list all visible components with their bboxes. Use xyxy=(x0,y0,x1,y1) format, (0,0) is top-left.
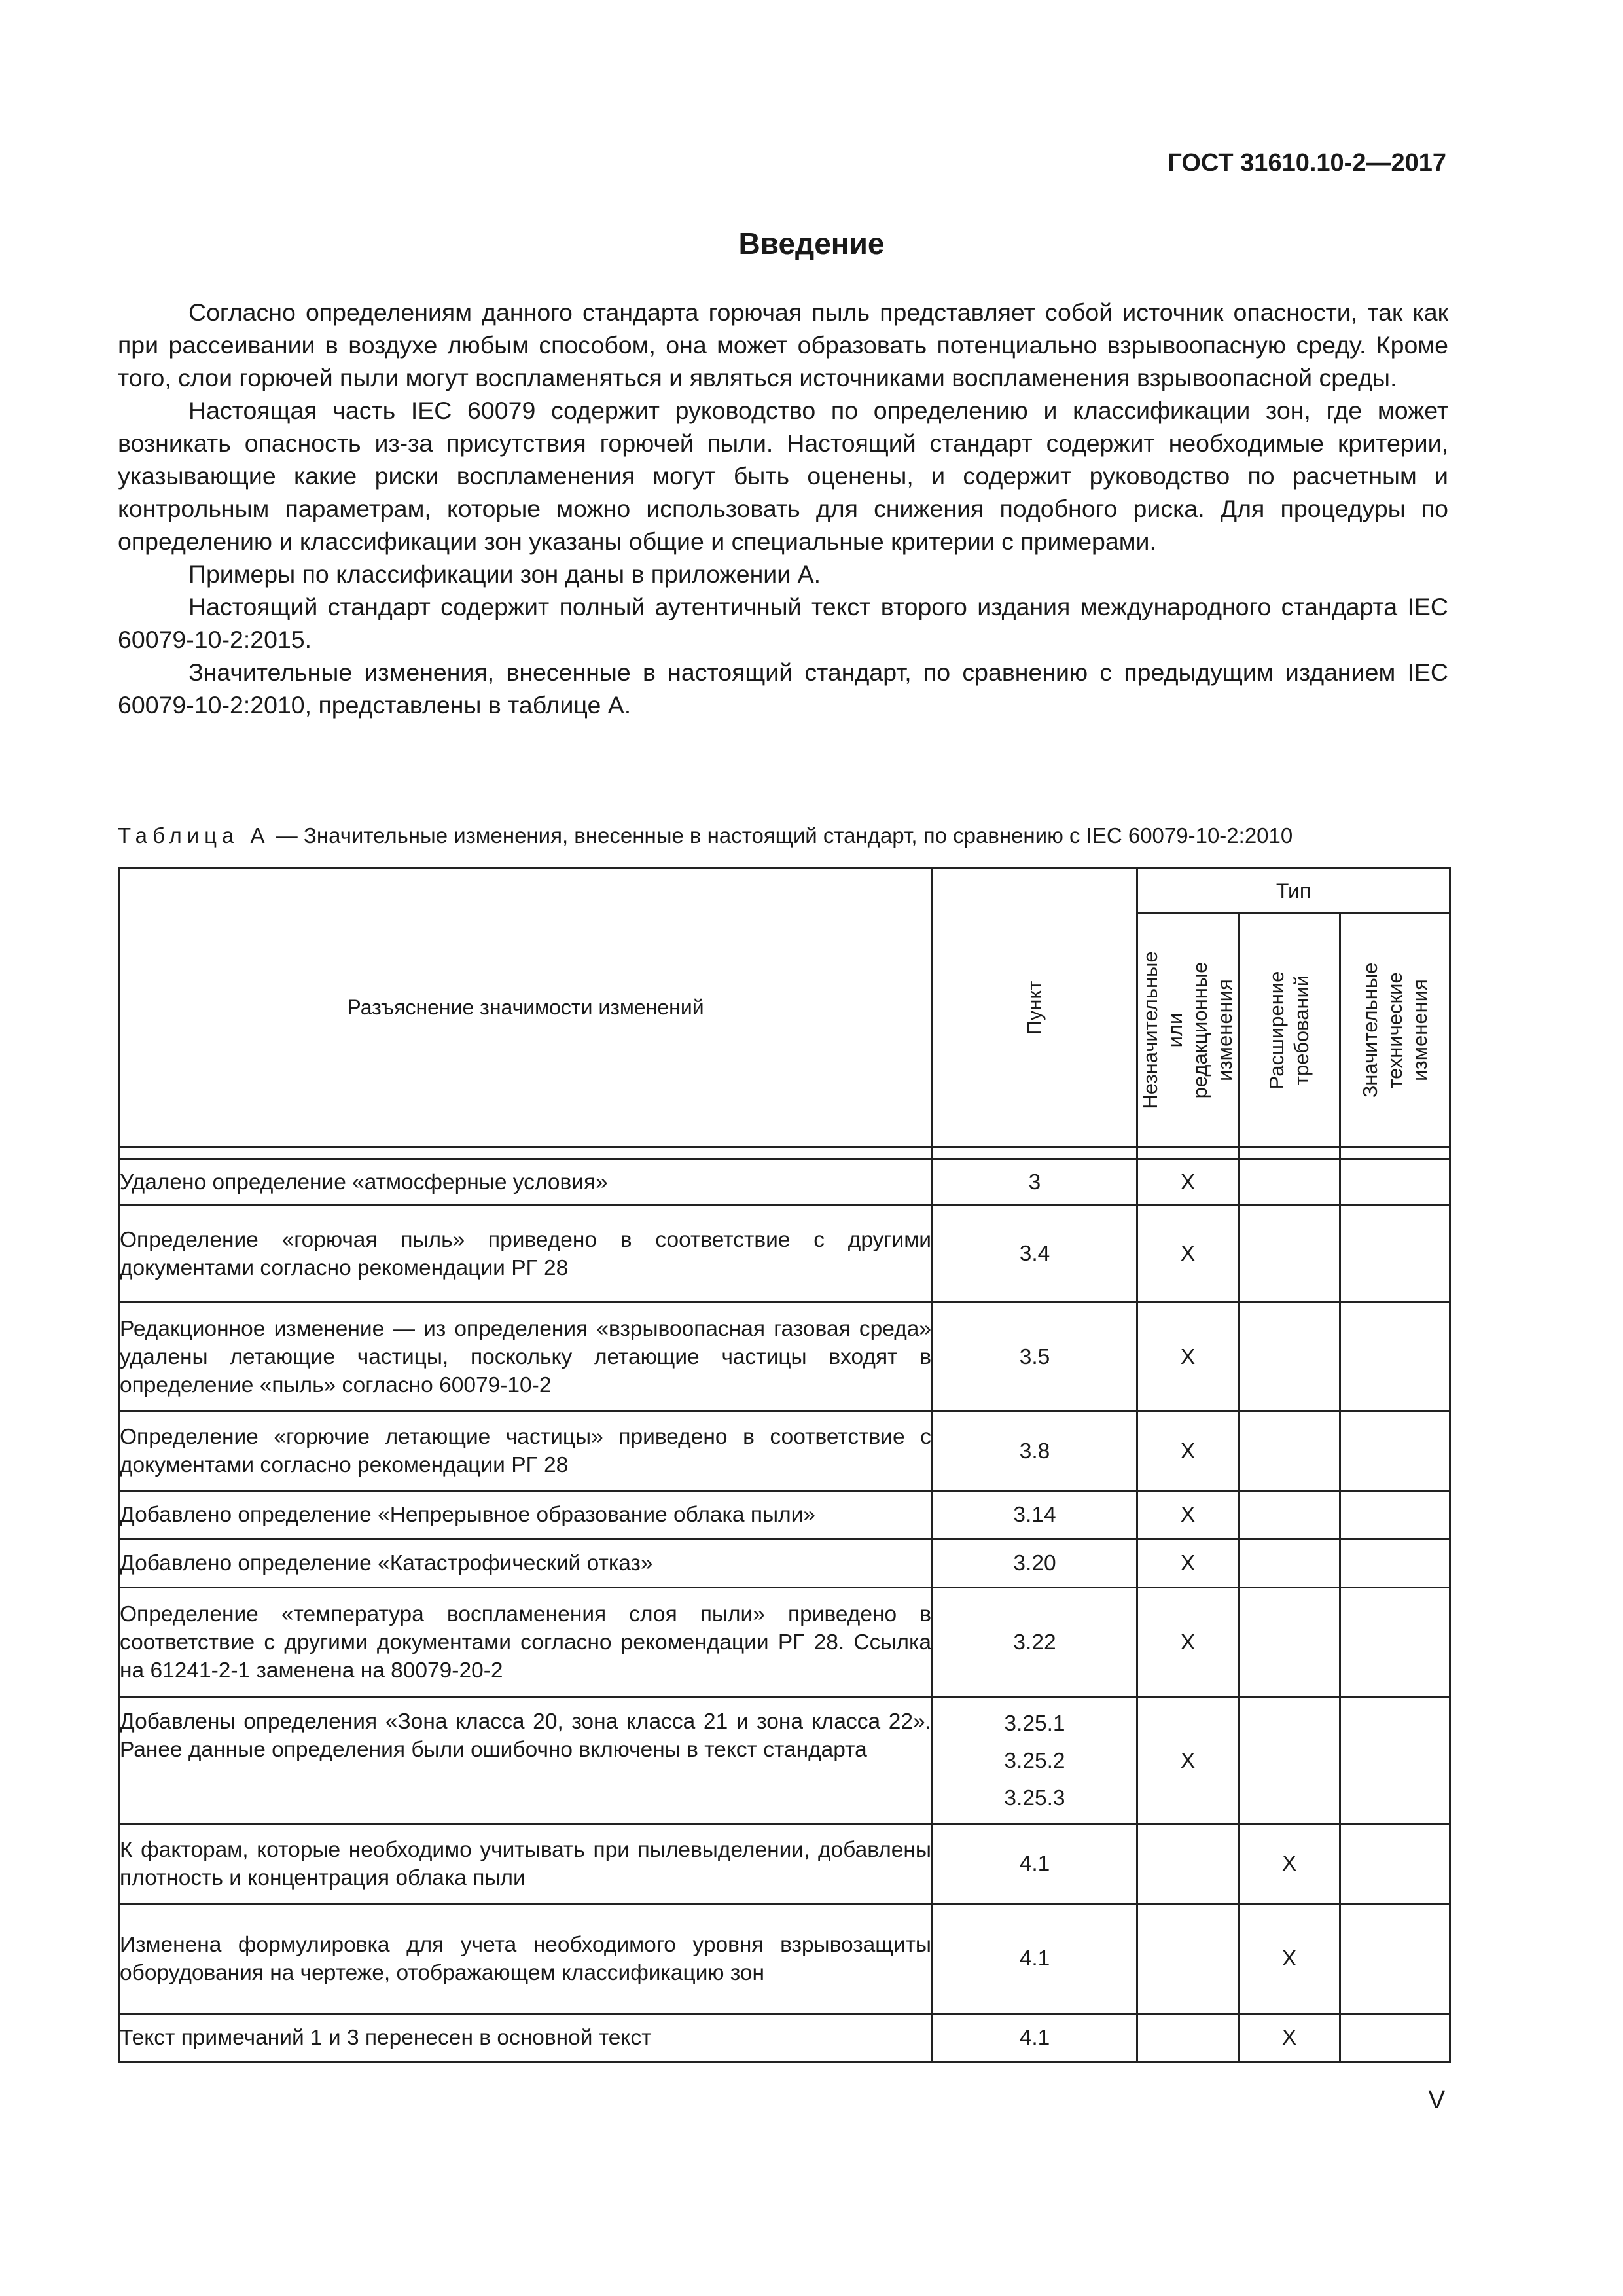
row-description: Текст примечаний 1 и 3 перенесен в основной текст xyxy=(119,2014,933,2062)
row-clause: 3.22 xyxy=(933,1588,1137,1698)
paragraph: Согласно определениям данного стандарта горючая пыль представляет собой источник опасности, так как при рассеивании в воздухе любым способом, она может образовать потенциально взрывоопасную среду. Кроме того, слои горючей пыли могут воспламеняться и являться источниками воспламенения взрывоопасной среды. xyxy=(118,298,1448,391)
row-clause: 3.4 xyxy=(933,1206,1137,1302)
row-major-mark xyxy=(1340,1206,1450,1302)
header-type: Тип xyxy=(1137,869,1450,914)
row-description: Добавлено определение «Непрерывное образование облака пыли» xyxy=(119,1491,933,1539)
row-clause: 4.1 xyxy=(933,2014,1137,2062)
header-type-extension-cell xyxy=(1239,914,1340,1147)
table-caption-label: Таблица А xyxy=(118,823,270,848)
table-row xyxy=(119,1491,1450,1539)
row-clause-line: 3.25.2 xyxy=(1004,1748,1065,1773)
row-minor-mark xyxy=(1137,2014,1239,2062)
row-extension-mark xyxy=(1239,1206,1340,1302)
header-explanation: Разъяснение значимости изменений xyxy=(119,869,933,1147)
paragraph: Настоящий стандарт содержит полный аутентичный текст второго издания международного стандарта IEC 60079-10-2:2015. xyxy=(118,593,1448,653)
row-extension-mark xyxy=(1239,1160,1340,1206)
row-major-mark xyxy=(1340,1160,1450,1206)
row-extension-mark: X xyxy=(1239,1904,1340,2014)
row-description: Определение «горючая пыль» приведено в соответствие с другими документами согласно рекомендации РГ 28 xyxy=(119,1206,933,1302)
row-major-mark xyxy=(1340,1588,1450,1698)
row-minor-mark: X xyxy=(1137,1412,1239,1491)
row-minor-mark xyxy=(1137,1824,1239,1904)
introduction-text xyxy=(118,296,1448,721)
row-clause: 3.20 xyxy=(933,1539,1137,1588)
row-major-mark xyxy=(1340,1824,1450,1904)
row-minor-mark xyxy=(1137,1904,1239,2014)
header-clause: Пункт xyxy=(1023,980,1046,1035)
row-extension-mark: X xyxy=(1239,1824,1340,1904)
changes-table xyxy=(118,867,1451,2063)
row-major-mark xyxy=(1340,1491,1450,1539)
table-row xyxy=(119,1302,1450,1412)
row-major-mark xyxy=(1340,1539,1450,1588)
row-clause-line: 3.25.1 xyxy=(1004,1711,1065,1736)
row-minor-mark: X xyxy=(1137,1160,1239,1206)
row-major-mark xyxy=(1340,2014,1450,2062)
row-extension-mark xyxy=(1239,1412,1340,1491)
row-major-mark xyxy=(1340,1904,1450,2014)
row-extension-mark xyxy=(1239,1539,1340,1588)
row-extension-mark xyxy=(1239,1588,1340,1698)
header-type-extension: Расширение требований xyxy=(1265,971,1313,1090)
document-code: ГОСТ 31610.10-2—2017 xyxy=(1168,149,1446,177)
row-minor-mark: X xyxy=(1137,1698,1239,1824)
row-clause-line: 3.25.3 xyxy=(1004,1785,1065,1810)
row-description: Удалено определение «атмосферные условия» xyxy=(119,1160,933,1206)
table-row xyxy=(119,1412,1450,1491)
row-extension-mark xyxy=(1239,1698,1340,1824)
table-row xyxy=(119,1698,1450,1824)
row-clause: 3 xyxy=(933,1160,1137,1206)
table-row xyxy=(119,1824,1450,1904)
table-row xyxy=(119,1160,1450,1206)
row-major-mark xyxy=(1340,1302,1450,1412)
row-major-mark xyxy=(1340,1412,1450,1491)
table-row xyxy=(119,1904,1450,2014)
table-caption-text: — Значительные изменения, внесенные в настоящий стандарт, по сравнению с IEC 60079-10-2:2010 xyxy=(270,823,1293,848)
row-clause: 4.1 xyxy=(933,1904,1137,2014)
row-minor-mark: X xyxy=(1137,1302,1239,1412)
row-extension-mark: X xyxy=(1239,2014,1340,2062)
row-description: Определение «температура воспламенения слоя пыли» приведено в соответствие с другими документами согласно рекомендации РГ 28. Ссылка на 61241-2-1 заменена на 80079-20-2 xyxy=(119,1588,933,1698)
row-description: Определение «горючие летающие частицы» приведено в соответствие с документами согласно рекомендации РГ 28 xyxy=(119,1412,933,1491)
row-description: Редакционное изменение — из определения «взрывоопасная газовая среда» удалены летающие частицы, поскольку летающие частицы входят в определение «пыль» согласно 60079-10-2 xyxy=(119,1302,933,1412)
header-type-minor-cell xyxy=(1137,914,1239,1147)
row-minor-mark: X xyxy=(1137,1539,1239,1588)
header-type-minor: Незначительные или редакционные изменения xyxy=(1139,951,1236,1109)
row-major-mark xyxy=(1340,1698,1450,1824)
row-extension-mark xyxy=(1239,1491,1340,1539)
row-description: Добавлено определение «Катастрофический отказ» xyxy=(119,1539,933,1588)
row-minor-mark: X xyxy=(1137,1491,1239,1539)
table-row xyxy=(119,1539,1450,1588)
row-extension-mark xyxy=(1239,1302,1340,1412)
row-minor-mark: X xyxy=(1137,1588,1239,1698)
table-row xyxy=(119,1588,1450,1698)
row-description: Изменена формулировка для учета необходимого уровня взрывозащиты оборудования на чертеже, отображающем классификацию зон xyxy=(119,1904,933,2014)
row-clause: 3.14 xyxy=(933,1491,1137,1539)
row-clause xyxy=(933,1698,1137,1824)
page-number: V xyxy=(1428,2087,1445,2114)
header-type-major-cell xyxy=(1340,914,1450,1147)
paragraph: Значительные изменения, внесенные в настоящий стандарт, по сравнению с предыдущим изданием IEC 60079-10-2:2010, представлены в таблице А. xyxy=(118,658,1448,719)
paragraph: Настоящая часть IEC 60079 содержит руководство по определению и классификации зон, где может возникать опасность из-за присутствия горючей пыли. Настоящий стандарт содержит необходимые критерии, указывающие какие риски воспламенения могут быть оценены, и содержит руководство по расчетным и контрольным параметрам, которые можно использовать для снижения подобного риска. Для процедуры по определению и классификации зон указаны общие и специальные критерии с примерами. xyxy=(118,397,1448,555)
header-gap xyxy=(119,1147,1450,1160)
table-row xyxy=(119,2014,1450,2062)
row-description: К факторам, которые необходимо учитывать при пылевыделении, добавлены плотность и концентрация облака пыли xyxy=(119,1824,933,1904)
row-clause: 4.1 xyxy=(933,1824,1137,1904)
header-type-major: Значительные технические изменения xyxy=(1358,962,1431,1098)
paragraph: Примеры по классификации зон даны в приложении А. xyxy=(188,560,821,588)
row-clause: 3.8 xyxy=(933,1412,1137,1491)
table-row xyxy=(119,1206,1450,1302)
table-caption xyxy=(118,823,1448,848)
page-title: Введение xyxy=(738,226,885,260)
row-description: Добавлены определения «Зона класса 20, зона класса 21 и зона класса 22». Ранее данные определения были ошибочно включены в текст стандарта xyxy=(119,1698,933,1824)
row-clause: 3.5 xyxy=(933,1302,1137,1412)
row-minor-mark: X xyxy=(1137,1206,1239,1302)
header-clause-cell xyxy=(933,869,1137,1147)
